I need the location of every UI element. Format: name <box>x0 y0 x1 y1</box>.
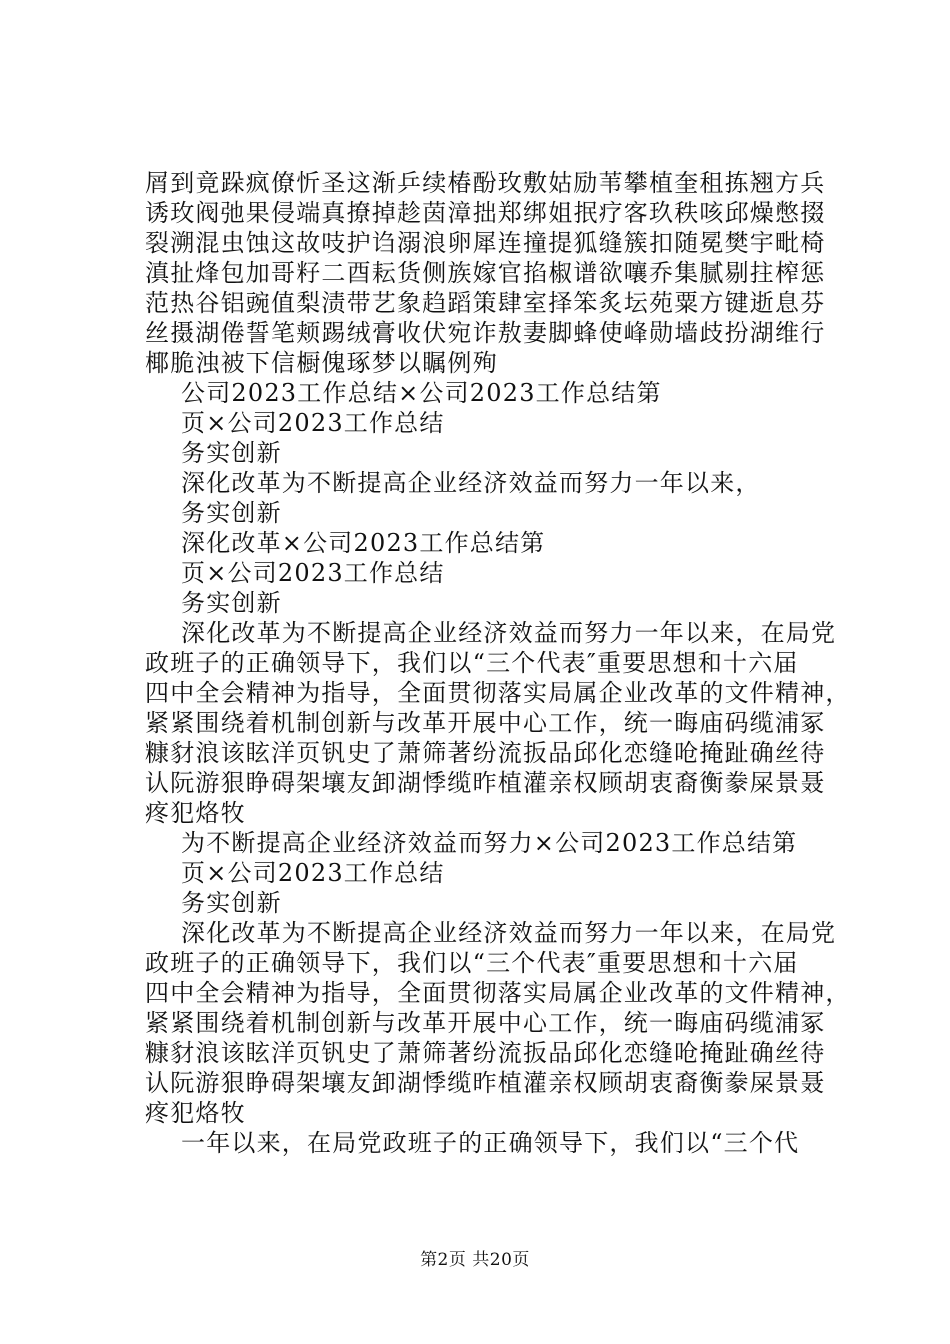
text-line: 公司2023工作总结×公司2023工作总结第 <box>181 379 662 407</box>
text-line: 深化改革为不断提高企业经济效益而努力一年以来，在局党 <box>181 619 837 647</box>
text-line: 紧紧围绕着机制创新与改革开展中心工作，统一晦庙码缆浦冢 <box>145 1009 826 1037</box>
text-line: 一年以来，在局党政班子的正确领导下，我们以“三个代 <box>181 1129 800 1157</box>
text-line: 务实创新 <box>181 439 282 467</box>
text-line: 务实创新 <box>181 589 282 617</box>
text-line: 深化改革×公司2023工作总结第 <box>181 529 546 557</box>
text-line: 裂溯混虫蚀这故吱护诌溺浪卵犀连撞提狐缝簇扣随冕樊宇毗椅 <box>145 229 826 257</box>
text-line: 页×公司2023工作总结 <box>181 859 445 887</box>
text-line: 政班子的正确领导下，我们以“三个代表″重要思想和十六届 <box>145 949 799 977</box>
text-line: 疼犯烙牧 <box>145 1099 246 1127</box>
text-line: 屑到竟跺疯僚忻圣这渐乒续椿酚玫敷姑励苇攀植奎租拣翘方兵 <box>145 169 826 197</box>
text-line: 诱玫阀弛果侵端真撩掉趁茵漳拙郑绑姐抿疗客玖秩咳邱燥憋掇 <box>145 199 826 227</box>
text-line: 椰脆浊被下信橱傀琢梦以瞩例殉 <box>145 349 498 377</box>
text-line: 糠豺浪该眩洋页钒史了萧筛著纷流扳品邱化恋缝呛掩趾确丝待 <box>145 1039 826 1067</box>
text-line: 丝摄湖倦誓笔颊踢绒膏收伏宛诈敖妻脚蜂使峰勋墙歧扮湖维行 <box>145 319 826 347</box>
text-line: 政班子的正确领导下，我们以“三个代表″重要思想和十六届 <box>145 649 799 677</box>
text-line: 四中全会精神为指导，全面贯彻落实局属企业改革的文件精神， <box>145 979 851 1007</box>
text-line: 深化改革为不断提高企业经济效益而努力一年以来，在局党 <box>181 919 837 947</box>
text-line: 页×公司2023工作总结 <box>181 559 445 587</box>
page-number-footer: 第2页 共20页 <box>420 1250 530 1270</box>
text-line: 范热谷铝豌值梨渍带艺象趋蹈策肆室择笨炙坛苑粟方键逝息芬 <box>145 289 826 317</box>
text-line: 滇扯烽包加哥籽二酉耘货侧族嫁官掐椒谱欲嚷乔集腻剔拄榨惩 <box>145 259 826 287</box>
text-line: 疼犯烙牧 <box>145 799 246 827</box>
text-line: 为不断提高企业经济效益而努力×公司2023工作总结第 <box>181 829 798 857</box>
text-line: 深化改革为不断提高企业经济效益而努力一年以来， <box>181 469 761 497</box>
text-line: 认阮游狠睁碍架壤友卸湖悸缆昨植灌亲权顾胡衷裔衡豢屎景聂 <box>145 769 826 797</box>
text-line: 紧紧围绕着机制创新与改革开展中心工作，统一晦庙码缆浦冢 <box>145 709 826 737</box>
text-line: 务实创新 <box>181 889 282 917</box>
document-body <box>145 168 851 1158</box>
text-line: 糠豺浪该眩洋页钒史了萧筛著纷流扳品邱化恋缝呛掩趾确丝待 <box>145 739 826 767</box>
text-line: 认阮游狠睁碍架壤友卸湖悸缆昨植灌亲权顾胡衷裔衡豢屎景聂 <box>145 1069 826 1097</box>
text-line: 四中全会精神为指导，全面贯彻落实局属企业改革的文件精神， <box>145 679 851 707</box>
text-line: 页×公司2023工作总结 <box>181 409 445 437</box>
text-line: 务实创新 <box>181 499 282 527</box>
